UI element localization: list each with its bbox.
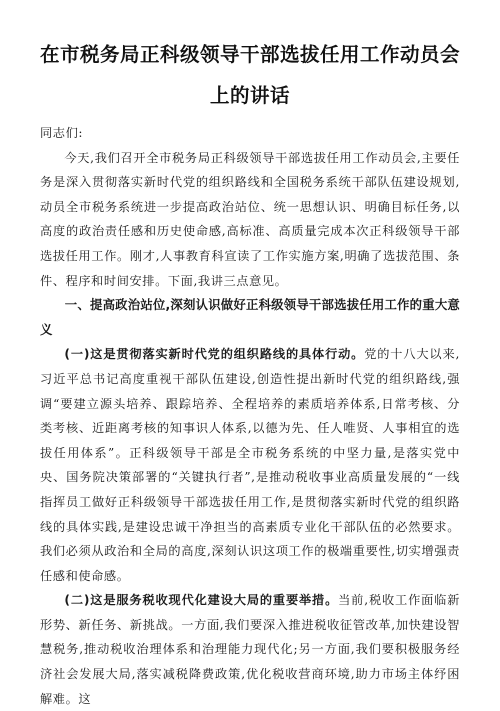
point-2-paragraph bbox=[40, 588, 460, 711]
point-1-paragraph bbox=[40, 342, 460, 588]
intro-paragraph: 今天,我们召开全市税务局正科级领导干部选拔任用工作动员会,主要任务是深入贯彻落实新时代党的组织路线和全国税务系统干部队伍建设规划,动员全市税务系统进一步提高政治站位、统一思想认识、明确目标任务,以高度的政治责任感和历史使命感,高标准、高质量完成本次正科级领导干部选拔任用工作。刚才,人事教育科宣读了工作实施方案,明确了选拔范围、条件、程序和时间安排。下面,我讲三点意见。 bbox=[40, 150, 460, 288]
point-2-lead: (二)这是服务税收现代化建设大局的重要举措。 bbox=[64, 593, 339, 608]
point-2-body: 当前,税收工作面临新形势、新任务、新挑战。一方面,我们要深入推进税收征管改革,加快建设智慧税务,推动税收治理体系和治理能力现代化;另一方面,我们要积极服务经济社会发展大局,落实减税降费政策,优化税收营商环境,助力市场主体纾困解难。这 bbox=[40, 593, 460, 706]
section-1-heading: 一、提高政治站位,深刻认识做好正科级领导干部选拔任用工作的重大意义 bbox=[40, 297, 461, 337]
point-1-body: 党的十八大以来,习近平总书记高度重视干部队伍建设,创造性提出新时代党的组织路线,强调“要建立源头培养、跟踪培养、全程培养的素质培养体系,日常考核、分类考核、近距离考核的知事识人体系,以德为先、任人唯贤、人事相宜的选拔任用体系”。正科级领导干部是全市税务系统的中坚力量,是落实党中央、国务院决策部署的“关键执行者”,是推动税收事业高质量发展的“一线指挥员工做好正科级领导干部选拔任用工作,是贯彻落实新时代党的组织路线的具体实践,是建设忠诚干净担当的高素质专业化干部队伍的必然要求。我们必须从政治和全局的高度,深刻认识这项工作的极端重要性,切实增强责任感和使命感。 bbox=[40, 347, 460, 583]
salutation: 同志们: bbox=[40, 126, 84, 140]
point-1-lead: (一)这是贯彻落实新时代党的组织路线的具体行动。 bbox=[64, 347, 365, 362]
document-title: 在市税务局正科级领导干部选拔任用工作动员会上的讲话 bbox=[40, 43, 461, 107]
